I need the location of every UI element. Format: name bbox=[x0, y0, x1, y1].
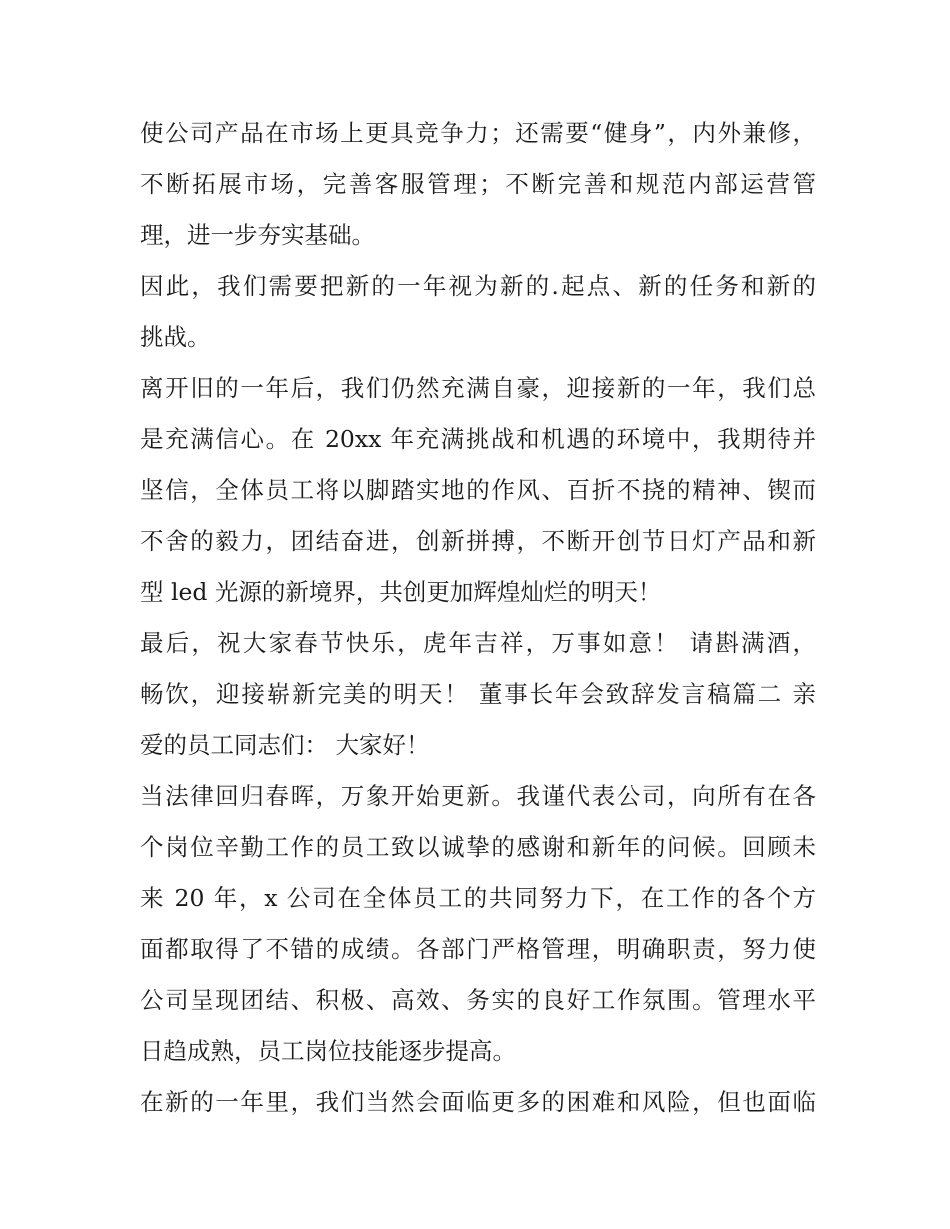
paragraph-6 bbox=[140, 1077, 816, 1128]
text-line: 离开旧的一年后，我们仍然充满自豪，迎接新的一年，我们总 bbox=[140, 374, 816, 402]
text-line: 在新的一年里，我们当然会面临更多的困难和风险，但也面临 bbox=[140, 1088, 816, 1116]
text-line: 当法律回归春晖，万象开始更新。我谨代表公司，向所有在各 bbox=[140, 782, 816, 810]
text-line: 公司呈现团结、积极、高效、务实的良好工作氛围。管理水平 bbox=[140, 986, 816, 1014]
text-line: 个岗位辛勤工作的员工致以诚挚的感谢和新年的问候。回顾未 bbox=[140, 833, 816, 861]
paragraph-2 bbox=[140, 261, 816, 363]
text-line: 面都取得了不错的成绩。各部门严格管理，明确职责，努力使 bbox=[140, 935, 816, 963]
text-line: 挑战。 bbox=[140, 323, 211, 351]
text-line: 是充满信心。在 20xx 年充满挑战和机遇的环境中，我期待并 bbox=[140, 425, 816, 453]
paragraph-4 bbox=[140, 618, 816, 771]
text-line: 不舍的毅力，团结奋进，创新拼搏，不断开创节日灯产品和新 bbox=[140, 527, 816, 555]
text-line: 最后，祝大家春节快乐，虎年吉祥，万事如意！ 请斟满酒， bbox=[140, 629, 816, 657]
text-line: 理，进一步夯实基础。 bbox=[140, 221, 375, 249]
paragraph-5 bbox=[140, 771, 816, 1077]
text-line: 坚信，全体员工将以脚踏实地的作风、百折不挠的精神、锲而 bbox=[140, 476, 816, 504]
document-body bbox=[140, 108, 816, 1128]
text-line: 因此，我们需要把新的一年视为新的.起点、新的任务和新的 bbox=[140, 272, 816, 300]
text-line: 日趋成熟，员工岗位技能逐步提高。 bbox=[140, 1037, 516, 1065]
text-line: 畅饮，迎接崭新完美的明天！ 董事长年会致辞发言稿篇二 亲 bbox=[140, 680, 816, 708]
text-line: 型 led 光源的新境界，共创更加辉煌灿烂的明天！ bbox=[140, 578, 662, 606]
paragraph-1 bbox=[140, 108, 816, 261]
text-line: 不断拓展市场，完善客服管理；不断完善和规范内部运营管 bbox=[140, 170, 816, 198]
text-line: 来 20 年，x 公司在全体员工的共同努力下，在工作的各个方 bbox=[140, 884, 816, 912]
text-line: 使公司产品在市场上更具竞争力；还需要“健身”，内外兼修， bbox=[140, 119, 816, 147]
text-line: 爱的员工同志们： 大家好！ bbox=[140, 731, 430, 759]
paragraph-3 bbox=[140, 363, 816, 618]
